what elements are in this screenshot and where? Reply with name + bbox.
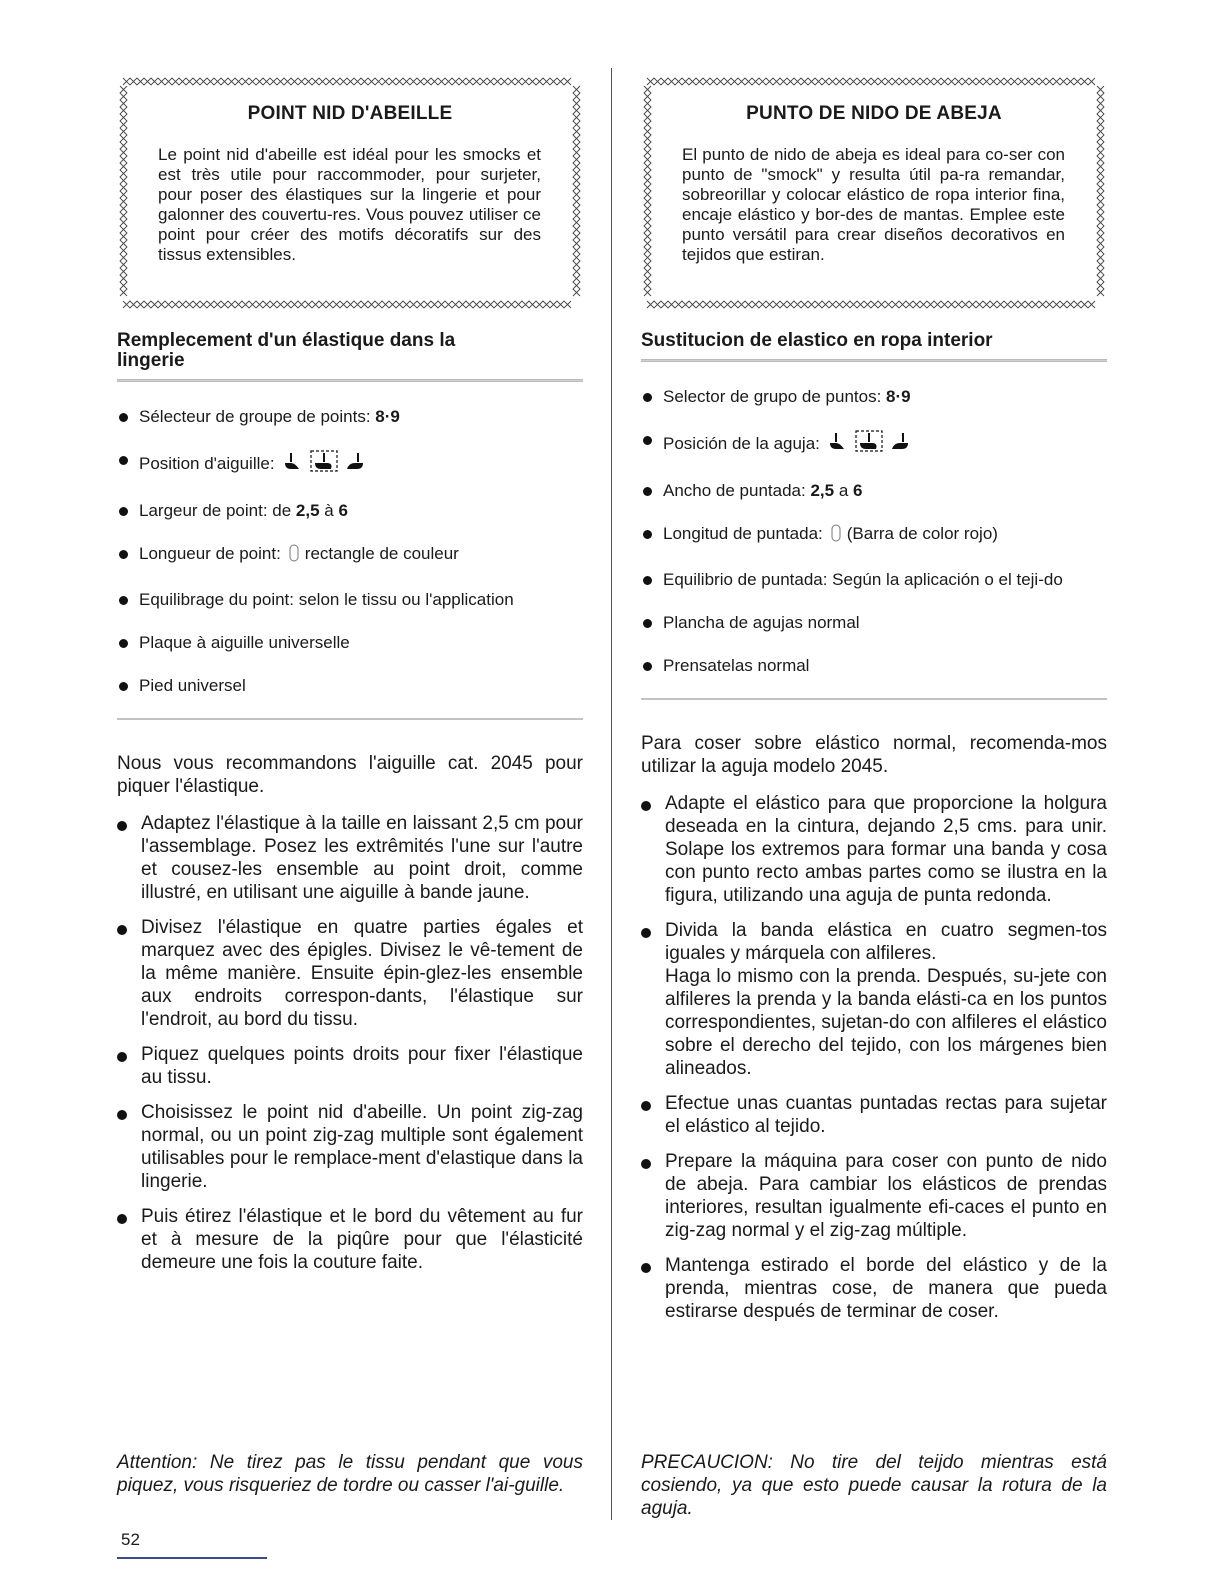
box-text: El punto de nido de abeja es ideal para co-ser con punto de "smock" y resulta útil pa-ra remandar, sobreorillar y colocar elástico de ropa interior fina, encaje elástico y bor-des de mantas. Emplee este punto versátil para crear diseños decorativos en tejidos que estiran. [682, 145, 1065, 264]
stitch-length-icon [289, 544, 299, 567]
stitch-group-value: 8·9 [886, 387, 911, 406]
divider-rule [117, 379, 583, 382]
setting-stitch-width: Largeur de point: de 2,5 à 6 [117, 500, 583, 521]
setting-stitch-group: Selector de grupo de puntos: 8·9 [641, 386, 1107, 407]
needle-position-mark [323, 453, 325, 462]
setting-needle-plate: Plancha de agujas normal [641, 612, 1107, 633]
needle-position-mark [290, 453, 292, 462]
needle-position-mark [868, 433, 870, 442]
divider-rule [117, 718, 583, 720]
setting-presser-foot: Prensatelas normal [641, 655, 1107, 676]
needle-position-mark [830, 443, 844, 449]
needle-position-mark [285, 463, 299, 469]
step-item: Divisez l'élastique en quatre parties égales et marquez avec des épigles. Divisez le vê-tement de la même manière. Ensuite épin-glez-les ensemble aux endroits correspon-dants, l'élastique sur l'endroit, au bord du tissu. [117, 916, 583, 1031]
intro-paragraph: Para coser sobre elástico normal, recomenda-mos utilizar la aguja modelo 2045. [641, 733, 1107, 777]
needle-position-icon [281, 449, 369, 478]
stitch-length-icon [831, 524, 841, 547]
stitch-info-box [117, 72, 583, 314]
setting-stitch-length: Longueur de point: rectangle de couleur [117, 543, 583, 567]
border-zigzag [647, 78, 1095, 85]
needle-position-mark [347, 463, 363, 469]
length-indicator-rect [832, 525, 840, 541]
page-number-underline [117, 1557, 267, 1559]
length-indicator-rect [290, 545, 298, 561]
border-zigzag [123, 78, 571, 85]
step-item: Efectue unas cuantas puntadas rectas para sujetar el elástico al tejido. [641, 1092, 1107, 1138]
step-item: Adaptez l'élastique à la taille en laissant 2,5 cm pour l'assemblage. Posez les extrêmités l'une sur l'autre et cousez-les ensemble au point droit, comme illustré, en utilisant une aiguille à bande jaune. [117, 812, 583, 904]
step-item: Mantenga estirado el borde del elástico y de la prenda, mientras cose, de manera que pueda estirarse después de terminar de coser. [641, 1254, 1107, 1323]
stitch-group-value: 8·9 [375, 407, 400, 426]
needle-position-mark [860, 443, 877, 449]
caution-note: Attention: Ne tirez pas le tissu pendant que vous piquez, vous risqueriez de tordre ou casser l'ai-guille. [117, 1452, 583, 1496]
setting-needle-position: Posición de la aguja: [641, 429, 1107, 458]
page-number: 52 [121, 1530, 140, 1549]
section-heading: Remplecement d'un élastique dans la lingerie [117, 330, 456, 371]
section-heading: Sustitucion de elastico en ropa interior [641, 330, 993, 351]
box-title: POINT NID D'ABEILLE [247, 103, 453, 124]
step-item: Piquez quelques points droits pour fixer l'élastique au tissu. [117, 1043, 583, 1089]
box-text: Le point nid d'abeille est idéal pour les smocks et est très utile pour raccommoder, pour surjeter, pour poser des élastiques sur la lingerie et pour galonner des couvertu-res. Vous pouvez utiliser ce point pour créer des motifs décoratifs sur des tissus extensibles. [158, 145, 541, 264]
border-zigzag [647, 78, 1095, 85]
border-zigzag [647, 301, 1095, 308]
step-item: Divida la banda elástica en cuatro segmen-tos iguales y márquela con alfileres. Haga lo mismo con la prenda. Después, su-jete con alfileres la prenda y la banda elásti-ca en los puntos correspondientes, sujetan-do con alfileres el elástico sobre el derecho del tejido, con los márgenes bien alineados. [641, 919, 1107, 1080]
needle-position-mark [315, 463, 332, 469]
french-column [117, 72, 583, 1286]
border-zigzag [123, 301, 571, 308]
border-zigzag [123, 301, 571, 308]
step-item: Adapte el elástico para que proporcione la holgura deseada en la cintura, dejando 2,5 cms. para unir. Solape los extremos para formar una banda y cosa con punto recto ambas partes como se ilustra en la figura, utilizando una aguja de punta redonda. [641, 792, 1107, 907]
steps-list [117, 812, 583, 1274]
needle-position-mark [835, 433, 837, 442]
needle-position-mark [357, 453, 359, 462]
column-divider [611, 68, 612, 1520]
intro-paragraph: Nous vous recommandons l'aiguille cat. 2045 pour piquer l'élastique. [117, 753, 583, 797]
step-item: Puis étirez l'élastique et le bord du vêtement au fur et à mesure de la piqûre pour que l'élasticité demeure une fois la couture faite. [117, 1205, 583, 1274]
step-item: Prepare la máquina para coser con punto de nido de abeja. Para cambiar los elásticos de prendas interiores, resultan igualmente efi-caces el punto en zig-zag normal y el zig-zag múltiple. [641, 1150, 1107, 1242]
steps-list [641, 792, 1107, 1323]
setting-presser-foot: Pied universel [117, 675, 583, 696]
divider-rule [641, 698, 1107, 700]
border-zigzag [123, 78, 571, 85]
settings-list [641, 386, 1107, 676]
needle-position-mark [902, 433, 904, 442]
setting-stitch-width: Ancho de puntada: 2,5 a 6 [641, 480, 1107, 501]
caution-note: PRECAUCION: No tire del teijdo mientras está cosiendo, ya que esto puede causar la rotura de la aguja. [641, 1452, 1107, 1519]
settings-list [117, 406, 583, 696]
setting-stitch-length: Longitud de puntada: (Barra de color rojo) [641, 523, 1107, 547]
setting-needle-position: Position d'aiguille: [117, 449, 583, 478]
needle-position-icon [826, 429, 914, 458]
needle-position-mark [892, 443, 908, 449]
setting-stitch-balance: Equilibrio de puntada: Según la aplicación o el teji-do [641, 569, 1107, 590]
spanish-column [641, 72, 1107, 1335]
box-title: PUNTO DE NIDO DE ABEJA [746, 103, 1002, 124]
setting-stitch-balance: Equilibrage du point: selon le tissu ou l'application [117, 589, 583, 610]
stitch-info-box [641, 72, 1107, 314]
setting-stitch-group: Sélecteur de groupe de points: 8·9 [117, 406, 583, 427]
border-zigzag [647, 301, 1095, 308]
setting-needle-plate: Plaque à aiguille universelle [117, 632, 583, 653]
divider-rule [641, 359, 1107, 362]
step-item: Choisissez le point nid d'abeille. Un point zig-zag normal, ou un point zig-zag multiple sont également utilisables pour le remplace-ment d'elastique dans la lingerie. [117, 1101, 583, 1193]
